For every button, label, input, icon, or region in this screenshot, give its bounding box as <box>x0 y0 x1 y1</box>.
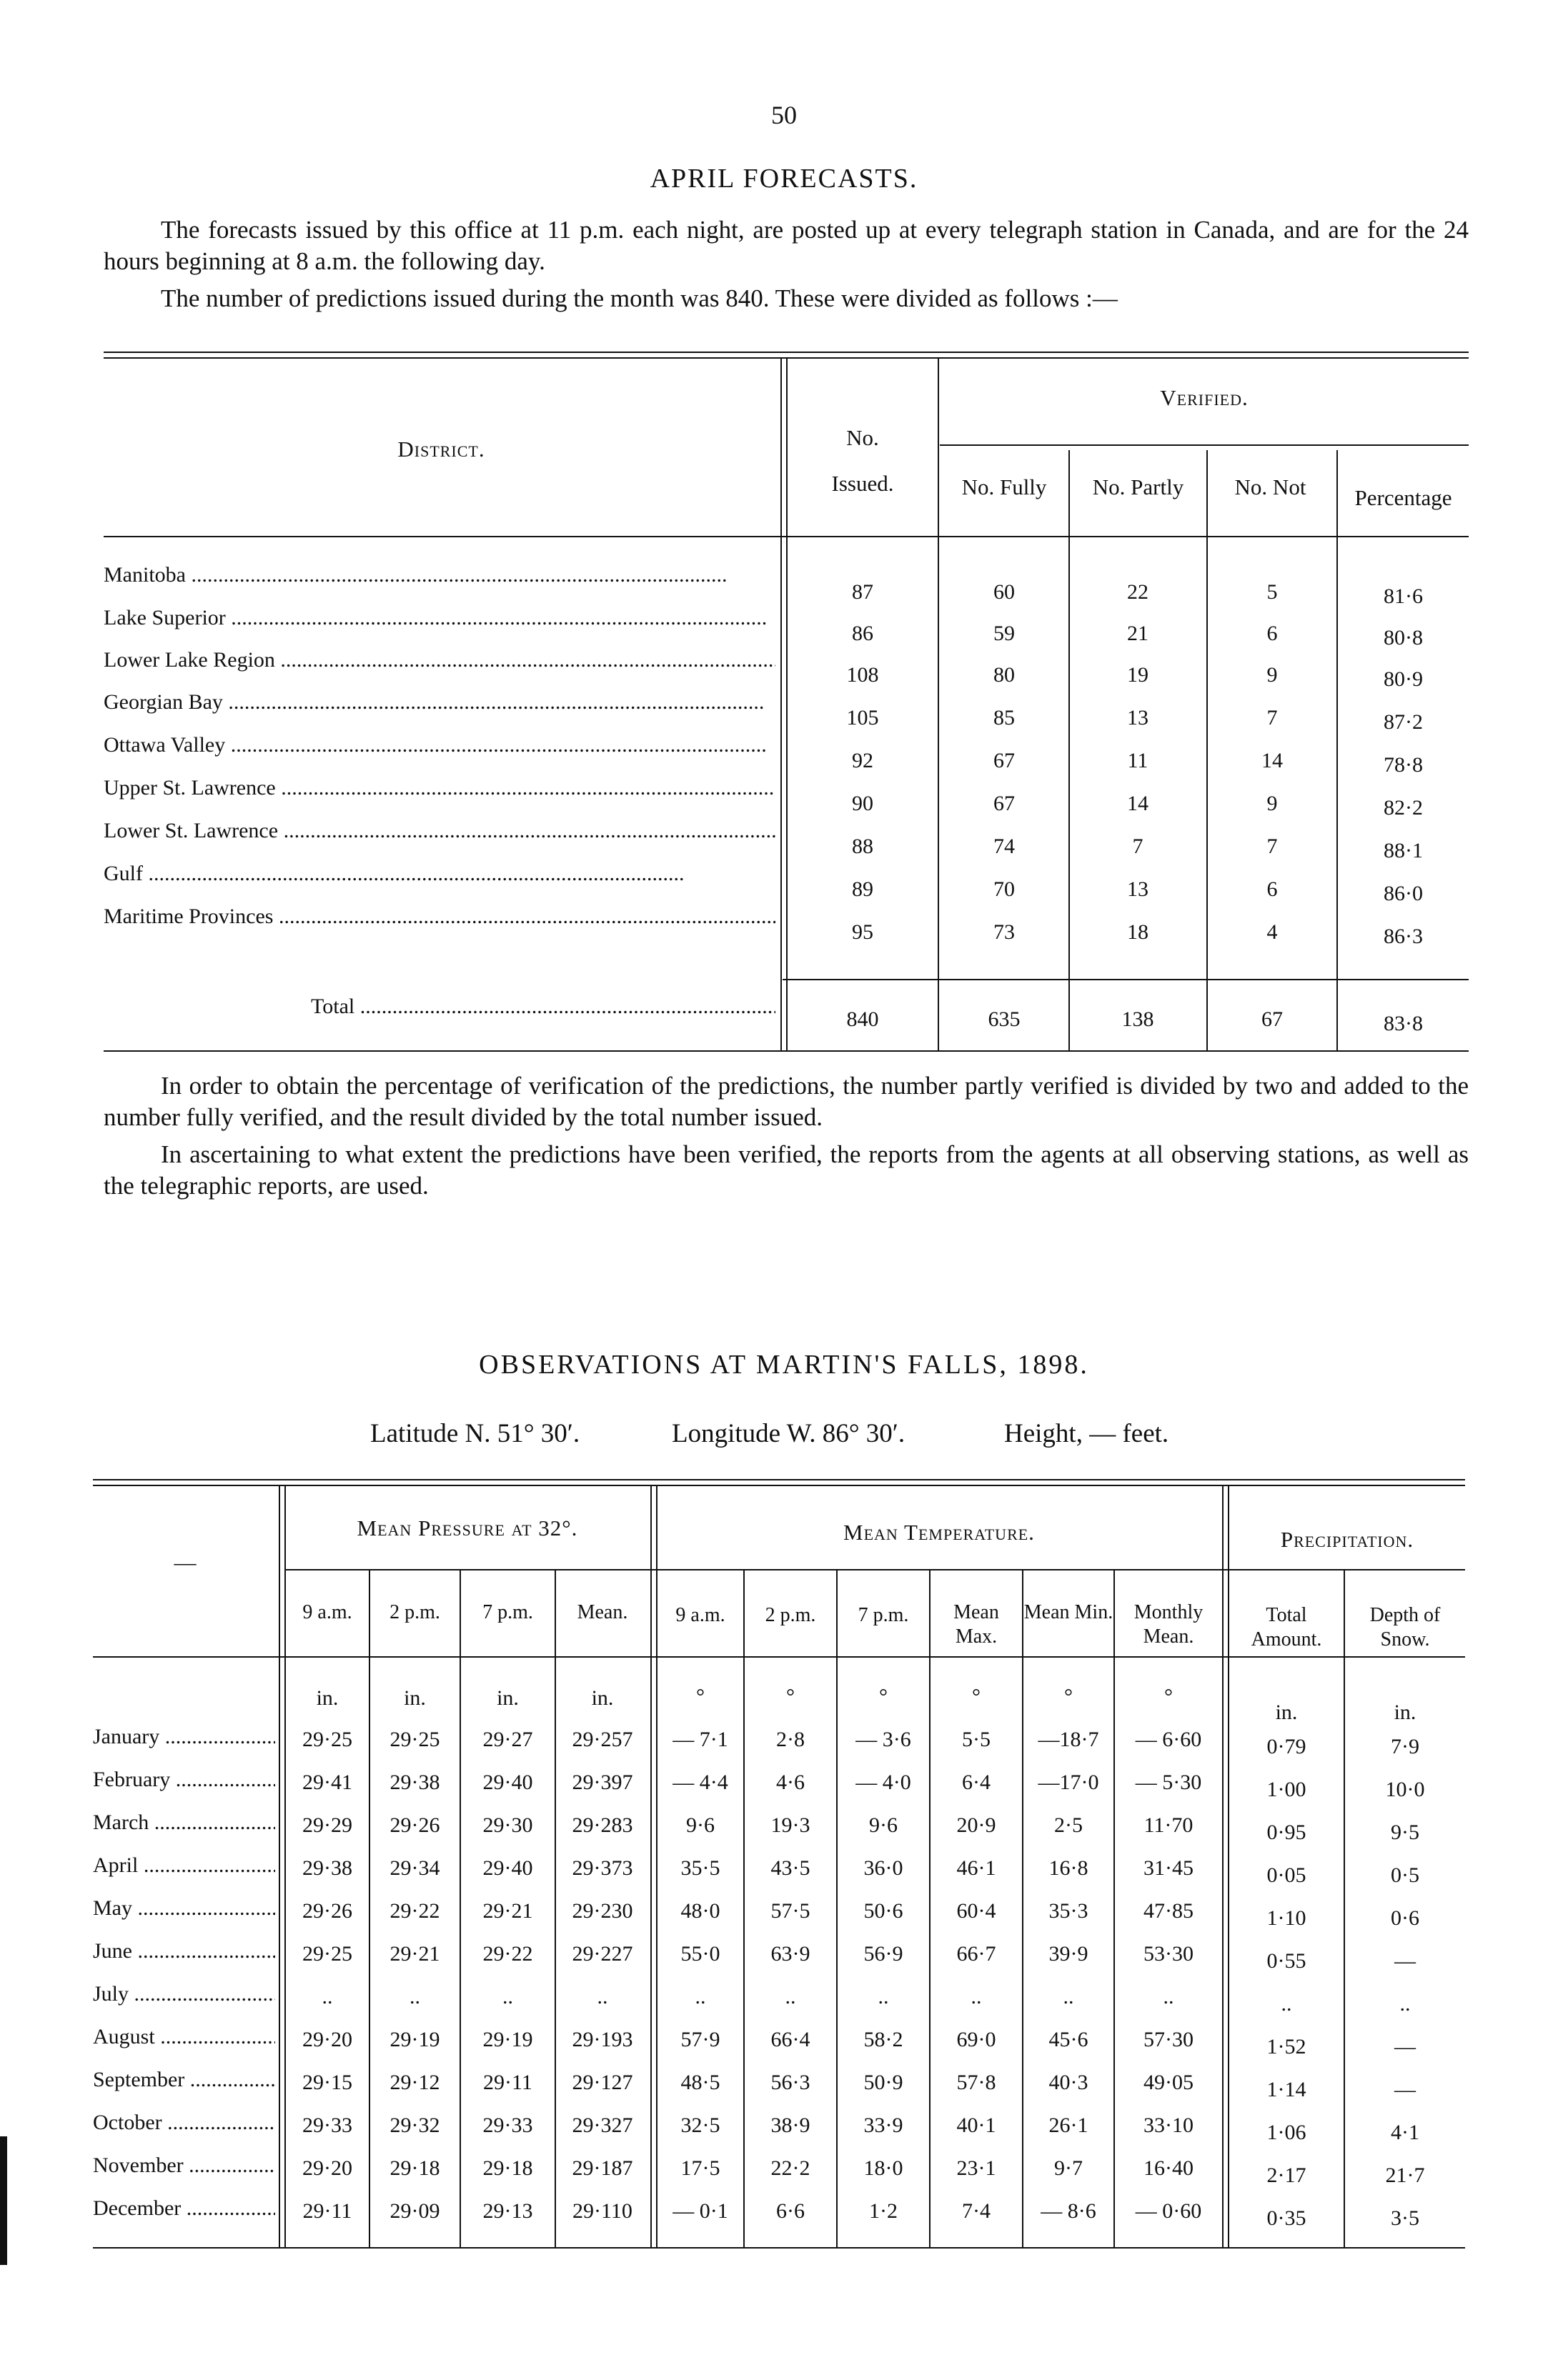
total-not: 67 <box>1261 1007 1283 1031</box>
cell-value: 29·20 <box>302 2028 352 2051</box>
cell-value: — <box>1394 2078 1416 2101</box>
total-partly: 138 <box>1121 1007 1154 1031</box>
header-p7: 7 p.m. <box>482 1601 533 1623</box>
cell-issued: 95 <box>852 920 873 944</box>
cell-value: 21·7 <box>1385 2164 1425 2187</box>
cell-value: 1·14 <box>1266 2078 1306 2101</box>
row-district: Gulf ..... <box>104 862 775 886</box>
cell-value: 6·6 <box>776 2199 805 2223</box>
cell-value: — 4·0 <box>855 1771 911 1794</box>
header-p9: 9 a.m. <box>302 1601 352 1623</box>
cell-value: 29·22 <box>482 1942 533 1966</box>
cell-value: 29·22 <box>389 1899 440 1923</box>
cell-value: 1·06 <box>1266 2121 1306 2144</box>
row-district: Lower St. Lawrence ..... <box>104 819 775 843</box>
longitude: Longitude W. 86° 30′. <box>672 1419 905 1448</box>
cell-value: 66·7 <box>956 1942 996 1966</box>
cell-value: .. <box>1281 1992 1292 2016</box>
cell-value: 50·6 <box>863 1899 903 1923</box>
cell-value: 29·327 <box>572 2113 633 2137</box>
cell-value: 4·1 <box>1391 2121 1419 2144</box>
cell-fully: 74 <box>993 835 1015 858</box>
cell-value: 17·5 <box>680 2156 720 2180</box>
cell-value: 29·21 <box>389 1942 440 1966</box>
row-month: February ..... <box>93 1768 275 1792</box>
cell-fully: 60 <box>993 580 1015 604</box>
cell-value: 9·5 <box>1391 1821 1419 1844</box>
cell-value: 46·1 <box>956 1856 996 1880</box>
header-tmin: Mean Min. <box>1023 1601 1113 1623</box>
unit: in. <box>1394 1701 1416 1724</box>
cell-value: 38·9 <box>770 2113 810 2137</box>
cell-value: 26·1 <box>1048 2113 1088 2137</box>
cell-value: 35·5 <box>680 1856 720 1880</box>
cell-value: 29·09 <box>389 2199 440 2223</box>
cell-value: 29·41 <box>302 1771 352 1794</box>
cell-value: 29·19 <box>482 2028 533 2051</box>
cell-value: 7·9 <box>1391 1735 1419 1758</box>
cell-value: 20·9 <box>956 1813 996 1837</box>
cell-value: 29·11 <box>302 2199 352 2223</box>
row-month: July ..... <box>93 1982 275 2006</box>
row-month: April ..... <box>93 1853 275 1878</box>
cell-value: 33·9 <box>863 2113 903 2137</box>
cell-value: 29·18 <box>482 2156 533 2180</box>
cell-value: 29·26 <box>389 1813 440 1837</box>
cell-value: 9·7 <box>1054 2156 1083 2180</box>
cell-fully: 85 <box>993 706 1015 730</box>
cell-value: 57·5 <box>770 1899 810 1923</box>
cell-value: — 5·30 <box>1135 1771 1202 1794</box>
cell-not: 6 <box>1266 877 1278 901</box>
row-district: Ottawa Valley ..... <box>104 733 775 757</box>
cell-value: 23·1 <box>956 2156 996 2180</box>
cell-value: 29·15 <box>302 2071 352 2094</box>
cell-value: .. <box>502 1985 513 2008</box>
cell-value: 29·193 <box>572 2028 633 2051</box>
total-issued: 840 <box>846 1007 879 1031</box>
cell-partly: 21 <box>1127 622 1148 645</box>
cell-percentage: 78·8 <box>1384 753 1423 777</box>
cell-value: 29·20 <box>302 2156 352 2180</box>
cell-value: 29·40 <box>482 1771 533 1794</box>
cell-value: 66·4 <box>770 2028 810 2051</box>
cell-value: .. <box>785 1985 796 2008</box>
cell-value: 53·30 <box>1143 1942 1194 1966</box>
cell-value: —18·7 <box>1038 1728 1099 1751</box>
row-district: Manitoba ..... <box>104 563 775 587</box>
cell-value: 29·18 <box>389 2156 440 2180</box>
cell-value: 58·2 <box>863 2028 903 2051</box>
cell-value: 43·5 <box>770 1856 810 1880</box>
cell-value: .. <box>971 1985 982 2008</box>
cell-value: .. <box>410 1985 420 2008</box>
header-total: Total Amount. <box>1251 1604 1322 1650</box>
cell-not: 6 <box>1266 622 1278 645</box>
cell-value: 29·21 <box>482 1899 533 1923</box>
total-fully: 635 <box>988 1007 1021 1031</box>
cell-issued: 108 <box>846 663 879 687</box>
unit: ° <box>786 1685 795 1708</box>
cell-not: 4 <box>1266 920 1278 944</box>
cell-value: 9·6 <box>686 1813 715 1837</box>
cell-value: 0·05 <box>1266 1863 1306 1887</box>
cell-value: 3·5 <box>1391 2206 1419 2230</box>
cell-value: .. <box>322 1985 333 2008</box>
cell-value: 47·85 <box>1143 1899 1194 1923</box>
cell-value: 29·110 <box>572 2199 632 2223</box>
unit: ° <box>1164 1685 1173 1708</box>
cell-issued: 105 <box>846 706 879 730</box>
unit: in. <box>404 1686 426 1710</box>
cell-fully: 67 <box>993 749 1015 772</box>
header-fully: No. Fully <box>961 474 1047 499</box>
cell-partly: 18 <box>1127 920 1148 944</box>
cell-value: 57·8 <box>956 2071 996 2094</box>
header-no-issued-1: No. <box>846 425 879 450</box>
cell-value: — <box>1394 2035 1416 2058</box>
cell-percentage: 88·1 <box>1384 839 1423 862</box>
cell-value: 0·79 <box>1266 1735 1306 1758</box>
unit: in. <box>591 1686 614 1710</box>
header-not: No. Not <box>1234 474 1306 499</box>
header-t9: 9 a.m. <box>675 1604 725 1626</box>
cell-value: 48·0 <box>680 1899 720 1923</box>
notes-text <box>104 1070 1469 1202</box>
cell-value: 29·11 <box>483 2071 532 2094</box>
cell-value: 29·19 <box>389 2028 440 2051</box>
cell-not: 5 <box>1266 580 1278 604</box>
cell-value: 1·52 <box>1266 2035 1306 2058</box>
header-temperature: Mean Temperature. <box>843 1520 1035 1545</box>
unit: ° <box>972 1685 981 1708</box>
cell-value: 4·6 <box>776 1771 805 1794</box>
cell-value: 31·45 <box>1143 1856 1194 1880</box>
cell-value: — 8·6 <box>1041 2199 1096 2223</box>
cell-partly: 7 <box>1132 835 1143 858</box>
cell-value: 0·5 <box>1391 1863 1419 1887</box>
cell-issued: 90 <box>852 792 873 815</box>
cell-value: 36·0 <box>863 1856 903 1880</box>
cell-value: — 7·1 <box>673 1728 728 1751</box>
height: Height, — feet. <box>1004 1419 1169 1448</box>
cell-value: 35·3 <box>1048 1899 1088 1923</box>
header-pmean: Mean. <box>577 1601 628 1623</box>
cell-not: 9 <box>1266 663 1278 687</box>
note-paragraph-1: In order to obtain the percentage of verification of the predictions, the number partly verified is divided by two and added to the number fully verified, and the result divided by the total number issued. <box>104 1072 1469 1131</box>
cell-value: .. <box>1063 1985 1074 2008</box>
cell-percentage: 81·6 <box>1384 584 1423 608</box>
cell-fully: 70 <box>993 877 1015 901</box>
cell-partly: 22 <box>1127 580 1148 604</box>
cell-value: 2·8 <box>776 1728 805 1751</box>
row-month: August ..... <box>93 2025 275 2049</box>
unit: ° <box>1064 1685 1073 1708</box>
header-t7: 7 p.m. <box>858 1604 909 1626</box>
cell-value: 0·35 <box>1266 2206 1306 2230</box>
row-district: Maritime Provinces ..... <box>104 905 775 929</box>
cell-value: — 0·1 <box>673 2199 728 2223</box>
cell-value: — <box>1394 1949 1416 1973</box>
cell-percentage: 86·0 <box>1384 882 1423 905</box>
cell-percentage: 80·9 <box>1384 667 1423 691</box>
cell-partly: 13 <box>1127 877 1148 901</box>
cell-partly: 11 <box>1127 749 1148 772</box>
cell-value: 57·9 <box>680 2028 720 2051</box>
cell-partly: 13 <box>1127 706 1148 730</box>
cell-value: 29·38 <box>389 1771 440 1794</box>
cell-not: 7 <box>1266 835 1278 858</box>
cell-value: 0·55 <box>1266 1949 1306 1973</box>
cell-value: 29·187 <box>572 2156 633 2180</box>
cell-value: 6·4 <box>962 1771 991 1794</box>
cell-value: 29·33 <box>302 2113 352 2137</box>
cell-value: 16·40 <box>1143 2156 1194 2180</box>
cell-value: 29·230 <box>572 1899 633 1923</box>
cell-value: 55·0 <box>680 1942 720 1966</box>
cell-value: 29·25 <box>302 1942 352 1966</box>
cell-value: 32·5 <box>680 2113 720 2137</box>
cell-value: 10·0 <box>1385 1778 1425 1801</box>
cell-issued: 86 <box>852 622 873 645</box>
cell-value: 29·32 <box>389 2113 440 2137</box>
cell-value: 9·6 <box>869 1813 898 1837</box>
cell-value: 29·12 <box>389 2071 440 2094</box>
row-month: January ..... <box>93 1725 275 1749</box>
cell-value: 49·05 <box>1143 2071 1194 2094</box>
header-precipitation: Precipitation. <box>1280 1527 1414 1552</box>
cell-partly: 14 <box>1127 792 1148 815</box>
cell-value: .. <box>878 1985 889 2008</box>
cell-value: 40·3 <box>1048 2071 1088 2094</box>
cell-percentage: 86·3 <box>1384 925 1423 948</box>
cell-value: 11·70 <box>1143 1813 1194 1837</box>
cell-value: — 3·6 <box>855 1728 911 1751</box>
cell-value: 29·40 <box>482 1856 533 1880</box>
row-district: Upper St. Lawrence ..... <box>104 776 775 800</box>
cell-value: 63·9 <box>770 1942 810 1966</box>
cell-issued: 88 <box>852 835 873 858</box>
page-number: 50 <box>771 101 797 129</box>
cell-percentage: 80·8 <box>1384 626 1423 649</box>
page-title: APRIL FORECASTS. <box>650 164 918 194</box>
cell-value: 1·00 <box>1266 1778 1306 1801</box>
latitude: Latitude N. 51° 30′. <box>370 1419 580 1448</box>
row-month: November ..... <box>93 2154 275 2178</box>
note-paragraph-2: In ascertaining to what extent the predictions have been verified, the reports from the agents at all observing stations, as well as the telegraphic reports, are used. <box>104 1140 1469 1200</box>
cell-value: 50·9 <box>863 2071 903 2094</box>
header-tmax: Mean Max. <box>953 1601 999 1648</box>
cell-value: 22·2 <box>770 2156 810 2180</box>
cell-value: 0·95 <box>1266 1821 1306 1844</box>
intro-text <box>104 214 1469 314</box>
cell-issued: 92 <box>852 749 873 772</box>
row-month: June ..... <box>93 1939 275 1963</box>
cell-value: 29·373 <box>572 1856 633 1880</box>
cell-value: .. <box>1399 1992 1411 2016</box>
cell-value: 29·257 <box>572 1728 633 1751</box>
cell-not: 14 <box>1261 749 1283 772</box>
header-verified: Verified. <box>1160 385 1249 410</box>
cell-value: 2·5 <box>1054 1813 1083 1837</box>
cell-value: 18·0 <box>863 2156 903 2180</box>
row-district: Lake Superior ..... <box>104 606 775 630</box>
cell-value: 29·127 <box>572 2071 633 2094</box>
cell-value: 29·27 <box>482 1728 533 1751</box>
header-t2: 2 p.m. <box>765 1604 816 1626</box>
cell-value: 29·25 <box>302 1728 352 1751</box>
cell-value: 1·2 <box>869 2199 898 2223</box>
cell-value: 29·29 <box>302 1813 352 1837</box>
header-blank: — <box>174 1550 197 1575</box>
cell-value: 29·38 <box>302 1856 352 1880</box>
header-tmonthly: Monthly Mean. <box>1133 1601 1204 1648</box>
cell-value: 29·227 <box>572 1942 633 1966</box>
unit: in. <box>1275 1701 1298 1724</box>
row-month: September ..... <box>93 2068 275 2092</box>
cell-value: 29·13 <box>482 2199 533 2223</box>
cell-value: .. <box>695 1985 706 2008</box>
cell-value: 60·4 <box>956 1899 996 1923</box>
cell-value: .. <box>597 1985 608 2008</box>
row-month: October ..... <box>93 2111 275 2135</box>
cell-value: 0·6 <box>1391 1906 1419 1930</box>
row-district: Georgian Bay ..... <box>104 690 775 715</box>
row-district: Lower Lake Region ..... <box>104 648 775 672</box>
cell-value: — 0·60 <box>1135 2199 1202 2223</box>
row-month: May ..... <box>93 1896 275 1921</box>
unit: in. <box>497 1686 519 1710</box>
cell-percentage: 82·2 <box>1384 796 1423 820</box>
cell-value: 57·30 <box>1143 2028 1194 2051</box>
unit: in. <box>316 1686 339 1710</box>
header-p2: 2 p.m. <box>389 1601 440 1623</box>
cell-percentage: 87·2 <box>1384 710 1423 734</box>
cell-value: 2·17 <box>1266 2164 1306 2187</box>
header-partly: No. Partly <box>1092 474 1184 499</box>
cell-value: 29·33 <box>482 2113 533 2137</box>
header-snow: Depth of Snow. <box>1369 1604 1441 1650</box>
cell-value: 29·397 <box>572 1771 633 1794</box>
cell-value: 40·1 <box>956 2113 996 2137</box>
total-percentage: 83·8 <box>1384 1012 1423 1035</box>
cell-value: 19·3 <box>770 1813 810 1837</box>
header-no-issued-2: Issued. <box>831 471 894 496</box>
cell-value: .. <box>1163 1985 1174 2008</box>
cell-value: 1·10 <box>1266 1906 1306 1930</box>
row-month: December ..... <box>93 2196 275 2221</box>
cell-partly: 19 <box>1127 663 1148 687</box>
unit: ° <box>879 1685 888 1708</box>
unit: ° <box>696 1685 705 1708</box>
cell-value: 45·6 <box>1048 2028 1088 2051</box>
cell-value: 33·10 <box>1143 2113 1194 2137</box>
cell-value: 29·30 <box>482 1813 533 1837</box>
cell-value: 39·9 <box>1048 1942 1088 1966</box>
total-label: Total ..... <box>311 995 775 1019</box>
cell-issued: 89 <box>852 877 873 901</box>
cell-value: 56·9 <box>863 1942 903 1966</box>
header-pressure: Mean Pressure at 32°. <box>357 1515 578 1540</box>
cell-fully: 73 <box>993 920 1015 944</box>
cell-not: 7 <box>1266 706 1278 730</box>
cell-value: 16·8 <box>1048 1856 1088 1880</box>
intro-paragraph-2: The number of predictions issued during the month was 840. These were divided as follows :— <box>161 284 1118 312</box>
observations-title: OBSERVATIONS AT MARTIN'S FALLS, 1898. <box>479 1350 1089 1380</box>
cell-fully: 80 <box>993 663 1015 687</box>
cell-value: 5·5 <box>962 1728 991 1751</box>
cell-value: 7·4 <box>962 2199 991 2223</box>
cell-value: 29·34 <box>389 1856 440 1880</box>
cell-value: 29·26 <box>302 1899 352 1923</box>
binding-mark <box>0 2136 7 2265</box>
cell-value: 48·5 <box>680 2071 720 2094</box>
cell-fully: 67 <box>993 792 1015 815</box>
cell-value: 29·283 <box>572 1813 633 1837</box>
cell-value: —17·0 <box>1038 1771 1099 1794</box>
intro-paragraph-1: The forecasts issued by this office at 11 p.m. each night, are posted up at every telegraph station in Canada, and are for the 24 hours beginning at 8 a.m. the following day. <box>104 216 1469 275</box>
cell-not: 9 <box>1266 792 1278 815</box>
cell-value: — 4·4 <box>673 1771 728 1794</box>
cell-issued: 87 <box>852 580 873 604</box>
cell-value: 29·25 <box>389 1728 440 1751</box>
cell-value: 69·0 <box>956 2028 996 2051</box>
cell-value: — 6·60 <box>1135 1728 1202 1751</box>
cell-value: 56·3 <box>770 2071 810 2094</box>
header-district: District. <box>397 437 485 462</box>
cell-fully: 59 <box>993 622 1015 645</box>
header-percentage: Percentage <box>1354 485 1452 510</box>
row-month: March ..... <box>93 1811 275 1835</box>
